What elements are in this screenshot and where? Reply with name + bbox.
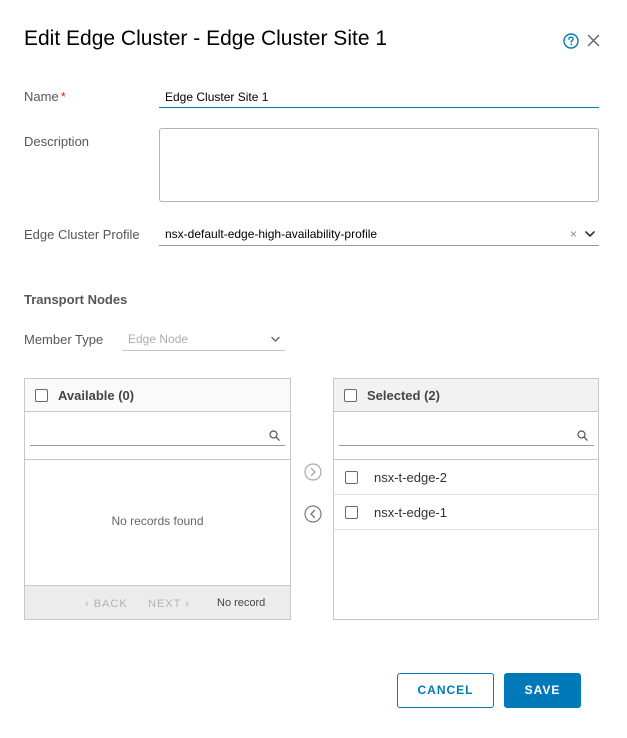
required-mark: *	[60, 89, 66, 104]
list-item-label: nsx-t-edge-1	[374, 505, 447, 520]
profile-select[interactable]	[159, 224, 599, 246]
chevron-right-icon[interactable]	[304, 463, 322, 481]
search-icon[interactable]	[577, 430, 588, 441]
available-search-row	[25, 412, 290, 460]
member-type-select	[122, 329, 285, 351]
row-checkbox[interactable]	[345, 471, 358, 484]
pagination-bar	[25, 585, 290, 619]
name-input[interactable]	[159, 86, 599, 108]
available-panel-header	[25, 379, 290, 412]
profile-label: Edge Cluster Profile	[24, 227, 140, 242]
close-icon[interactable]	[586, 33, 601, 48]
name-label	[24, 89, 66, 104]
row-checkbox[interactable]	[345, 506, 358, 519]
chevron-down-icon[interactable]	[584, 228, 596, 240]
pagination-next-label: NEXT	[148, 598, 182, 610]
dialog-title: Edit Edge Cluster - Edge Cluster Site 1	[24, 27, 388, 50]
selected-panel-header	[334, 379, 598, 412]
clear-icon[interactable]: ×	[569, 227, 577, 241]
member-type-value: Edge Node	[128, 332, 189, 346]
pagination-back-label: BACK	[93, 598, 128, 610]
list-item-label: nsx-t-edge-2	[374, 470, 447, 485]
profile-value: nsx-default-edge-high-availability-profile	[165, 227, 378, 241]
selected-panel	[333, 378, 599, 620]
pagination-back-button: ‹ BACK	[85, 598, 128, 610]
selected-search-input[interactable]	[339, 424, 594, 446]
save-button[interactable]: SAVE	[504, 673, 581, 708]
available-header-label: Available (0)	[58, 388, 135, 403]
select-all-available-checkbox[interactable]	[35, 389, 48, 402]
select-all-selected-checkbox[interactable]	[344, 389, 357, 402]
selected-header-label: Selected (2)	[367, 388, 440, 403]
list-item[interactable]	[334, 460, 598, 495]
selected-search-row	[334, 412, 598, 460]
search-icon[interactable]	[269, 430, 280, 441]
description-label: Description	[24, 134, 90, 149]
available-panel	[24, 378, 291, 620]
list-item[interactable]	[334, 495, 598, 530]
cancel-button[interactable]: CANCEL	[397, 673, 494, 708]
transport-nodes-heading: Transport Nodes	[24, 292, 128, 307]
name-label-text: Name	[24, 89, 59, 104]
pagination-next-button: NEXT ›	[148, 598, 190, 610]
chevron-down-icon	[270, 334, 281, 345]
description-input[interactable]	[159, 128, 599, 202]
empty-state-text: No records found	[111, 514, 204, 528]
help-icon[interactable]	[563, 33, 579, 49]
member-type-label: Member Type	[24, 332, 104, 347]
chevron-left-icon[interactable]	[304, 505, 322, 523]
pagination-status: No record	[217, 597, 266, 609]
available-search-input[interactable]	[30, 424, 285, 446]
